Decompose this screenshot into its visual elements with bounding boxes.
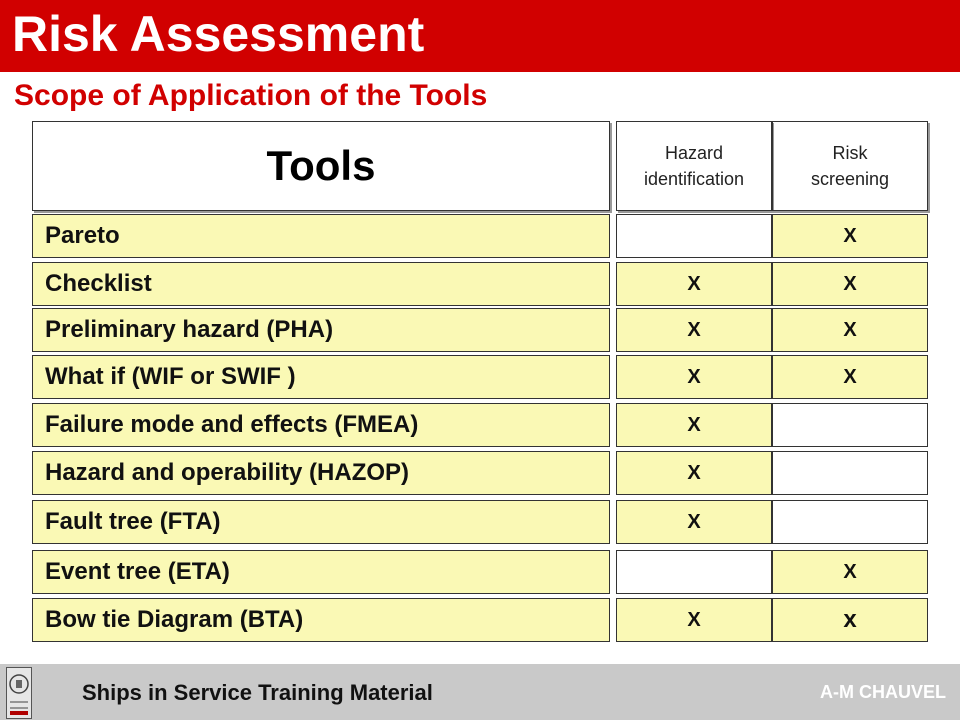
tool-row-checklist: Checklist xyxy=(32,262,610,306)
bureau-veritas-logo xyxy=(6,667,32,719)
risk-cell-what-if: X xyxy=(772,355,928,399)
page-title: Risk Assessment xyxy=(12,6,425,62)
risk-screening-header xyxy=(772,121,928,211)
risk-cell-fta xyxy=(772,500,928,544)
risk-cell-checklist: X xyxy=(772,262,928,306)
risk-cell-fmea xyxy=(772,403,928,447)
footer-text: Ships in Service Training Material xyxy=(82,680,433,705)
tool-row-pha: Preliminary hazard (PHA) xyxy=(32,308,610,352)
hazard-identification-header xyxy=(616,121,772,211)
risk-cell-pha: X xyxy=(772,308,928,352)
tool-row-what-if: What if (WIF or SWIF ) xyxy=(32,355,610,399)
hazard-cell-what-if: X xyxy=(616,355,772,399)
risk-cell-hazop xyxy=(772,451,928,495)
risk-cell-bta: x xyxy=(772,598,928,642)
footer-author: A-M CHAUVEL xyxy=(820,682,946,702)
risk-cell-eta: X xyxy=(772,550,928,594)
hazard-cell-checklist: X xyxy=(616,262,772,306)
hazard-cell-bta: X xyxy=(616,598,772,642)
tool-row-eta: Event tree (ETA) xyxy=(32,550,610,594)
tool-row-bta: Bow tie Diagram (BTA) xyxy=(32,598,610,642)
hazard-cell-eta xyxy=(616,550,772,594)
hazard-cell-fmea: X xyxy=(616,403,772,447)
hazard-cell-fta: X xyxy=(616,500,772,544)
tool-row-fmea: Failure mode and effects (FMEA) xyxy=(32,403,610,447)
tool-row-pareto: Pareto xyxy=(32,214,610,258)
page-subtitle: Scope of Application of the Tools xyxy=(14,79,488,112)
tool-row-hazop: Hazard and operability (HAZOP) xyxy=(32,451,610,495)
risk-header-line-2: screening xyxy=(810,169,890,189)
hazard-header-line-2: identification xyxy=(643,169,745,189)
tool-row-fta: Fault tree (FTA) xyxy=(32,500,610,544)
tools-column-header: Tools xyxy=(32,121,610,211)
hazard-header-line-1: Hazard xyxy=(664,143,723,163)
hazard-cell-hazop: X xyxy=(616,451,772,495)
risk-header-line-1: Risk xyxy=(832,143,868,163)
hazard-cell-pha: X xyxy=(616,308,772,352)
hazard-cell-pareto xyxy=(616,214,772,258)
risk-cell-pareto: X xyxy=(772,214,928,258)
